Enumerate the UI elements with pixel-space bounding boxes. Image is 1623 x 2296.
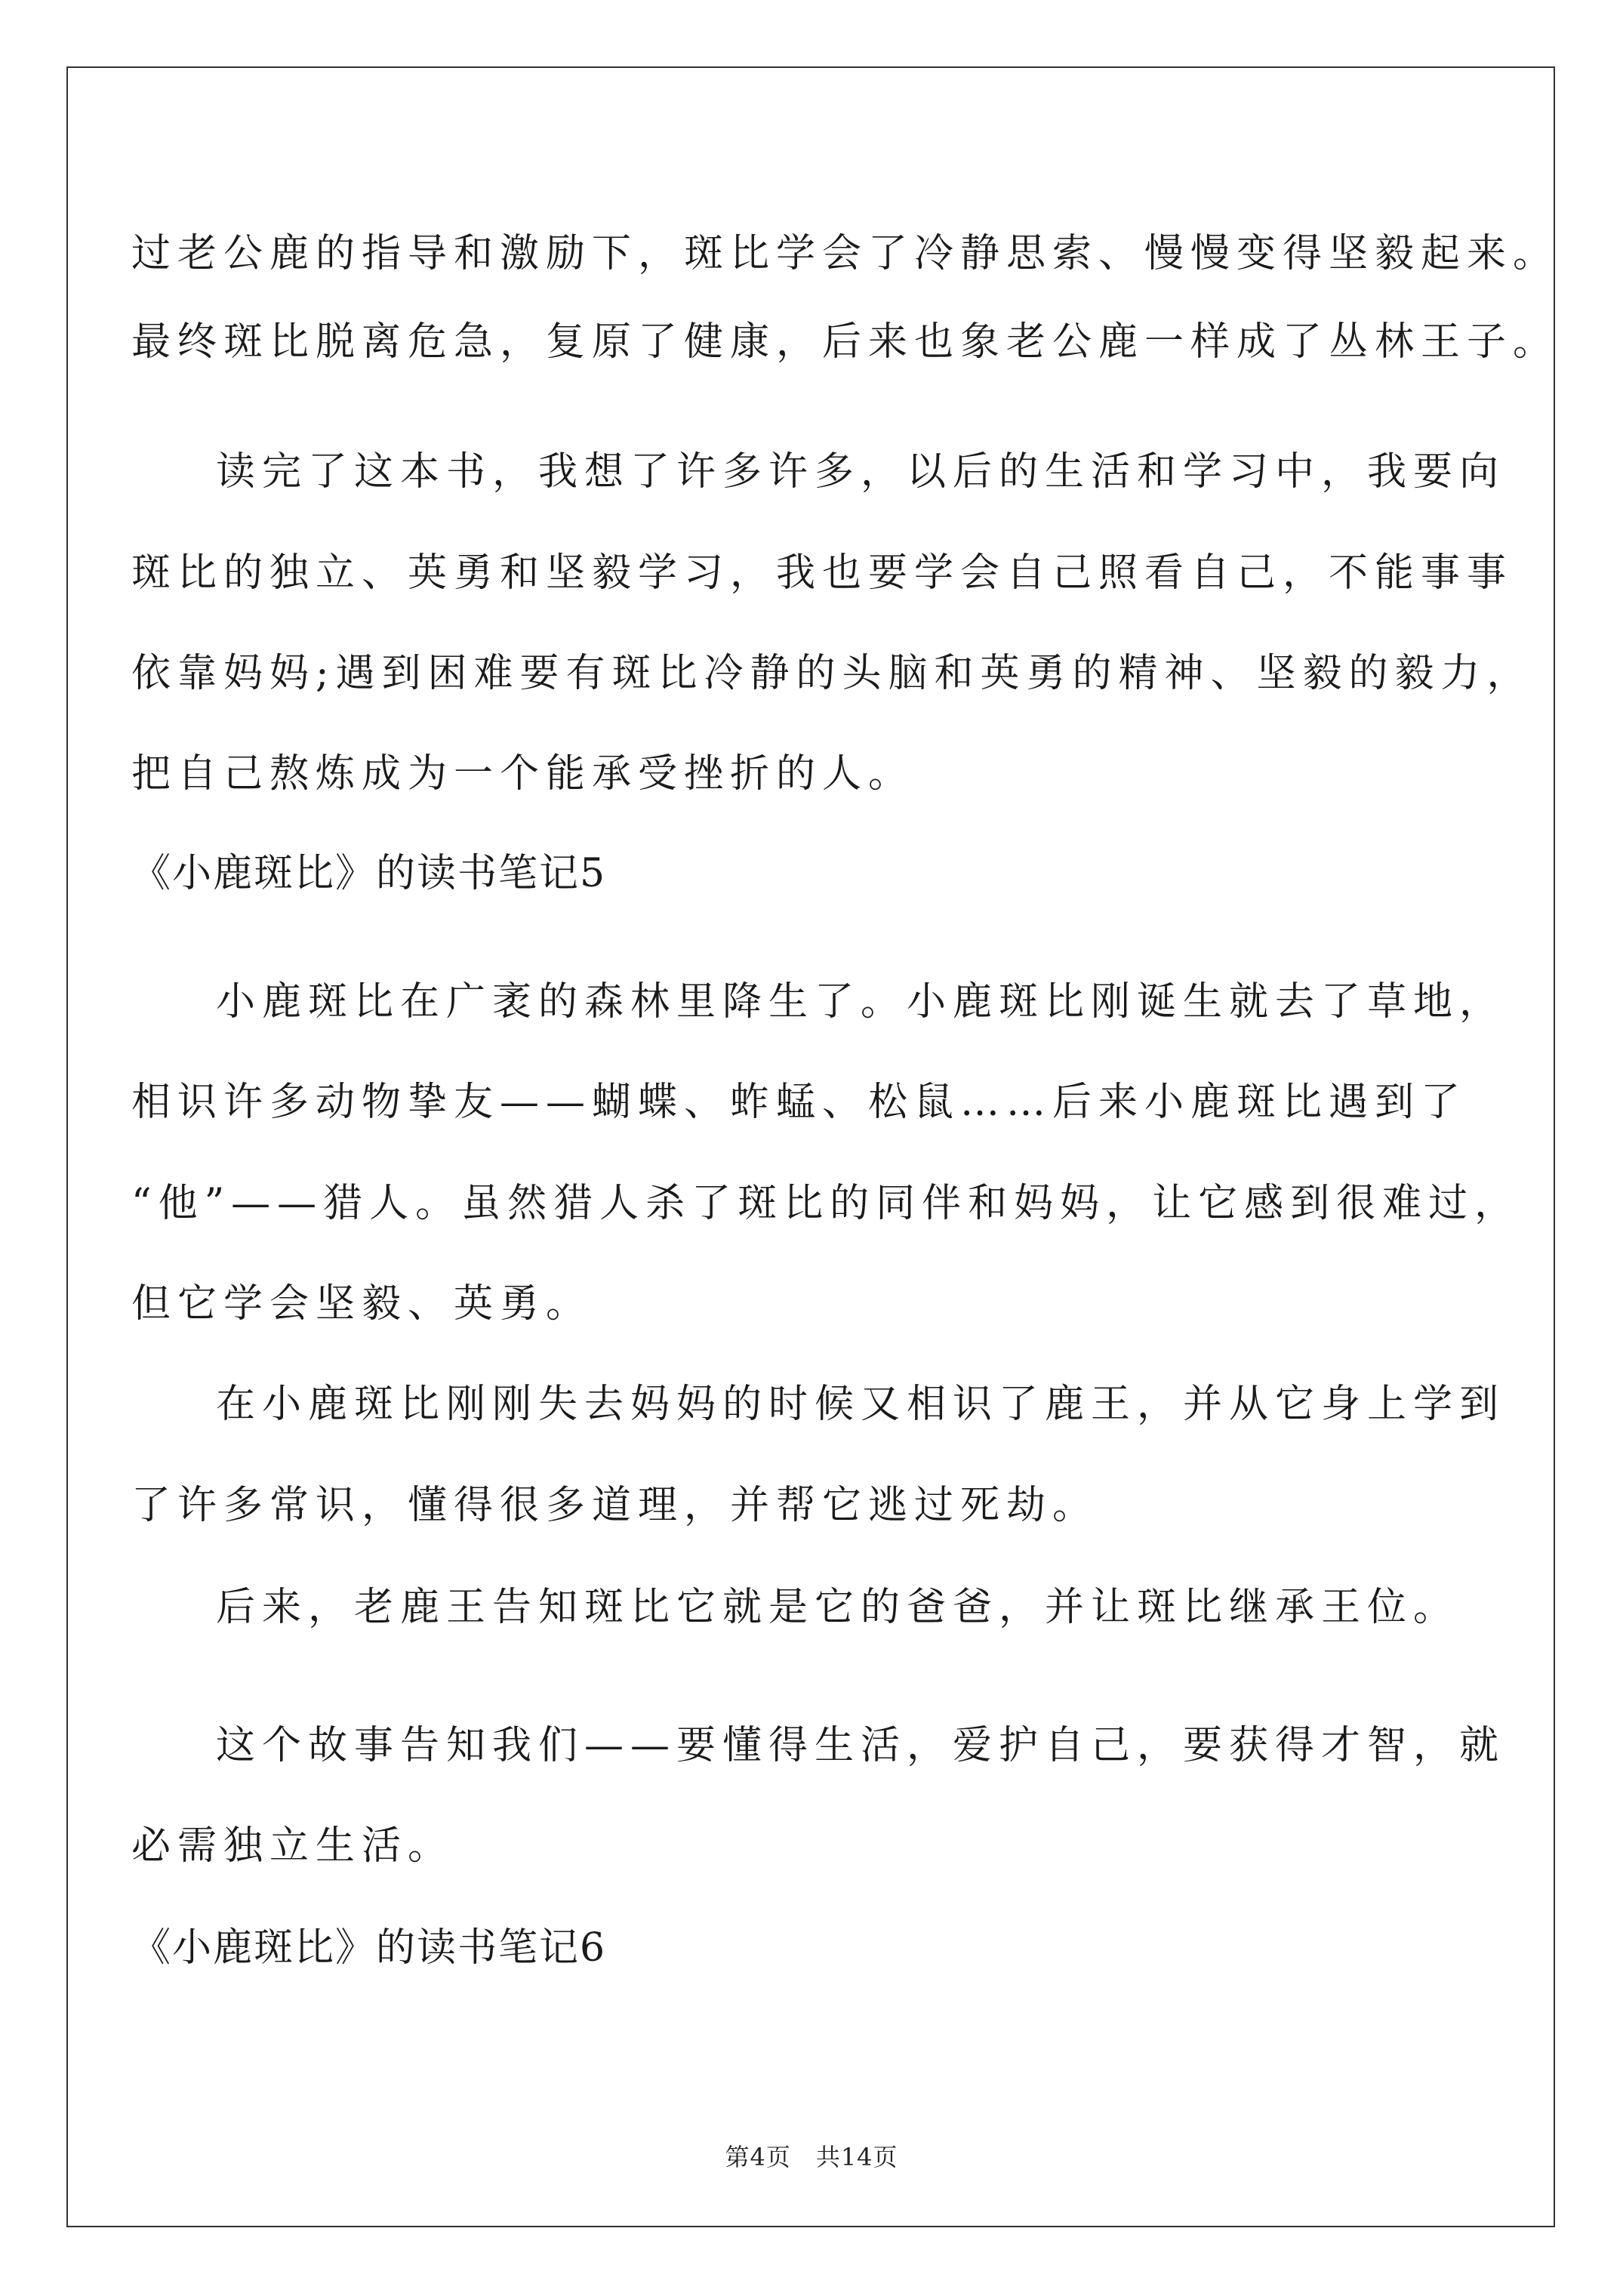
paragraph-line: 最终斑比脱离危急，复原了健康，后来也象老公鹿一样成了丛林王子。 xyxy=(131,319,1560,365)
paragraph-line: 了许多常识，懂得很多道理，并帮它逃过死劫。 xyxy=(131,1483,1099,1528)
paragraph-line: 后来，老鹿王告知斑比它就是它的爸爸，并让斑比继承王位。 xyxy=(216,1585,1460,1630)
paragraph-line: 依靠妈妈;遇到困难要有斑比冷静的头脑和英勇的精神、坚毅的毅力， xyxy=(131,651,1533,696)
paragraph-line: 斑比的独立、英勇和坚毅学习，我也要学会自己照看自己，不能事事 xyxy=(131,550,1514,596)
paragraph-line: 过老公鹿的指导和激励下，斑比学会了冷静思索、慢慢变得坚毅起来。 xyxy=(131,231,1560,276)
paragraph-line: 在小鹿斑比刚刚失去妈妈的时候又相识了鹿王，并从它身上学到 xyxy=(216,1382,1506,1427)
paragraph-line: 把自己熬炼成为一个能承受挫折的人。 xyxy=(131,751,915,797)
section-heading: 《小鹿斑比》的读书笔记5 xyxy=(131,851,607,896)
paragraph-line: 相识许多动物挚友——蝴蝶、蚱蜢、松鼠……后来小鹿斑比遇到了 xyxy=(131,1080,1467,1125)
section-heading: 《小鹿斑比》的读书笔记6 xyxy=(131,1925,607,1971)
paragraph-line: 读完了这本书，我想了许多许多，以后的生活和学习中，我要向 xyxy=(216,449,1506,495)
paragraph-line: 必需独立生活。 xyxy=(131,1823,454,1869)
page-number-footer: 第4页 共14页 xyxy=(725,2143,898,2171)
paragraph-line: 小鹿斑比在广袤的森林里降生了。小鹿斑比刚诞生就去了草地， xyxy=(216,979,1506,1025)
paragraph-line: 但它学会坚毅、英勇。 xyxy=(131,1281,593,1327)
paragraph-line: “他”——猎人。虽然猎人杀了斑比的同伴和妈妈，让它感到很难过， xyxy=(131,1181,1521,1226)
paragraph-line: 这个故事告知我们——要懂得生活，爱护自己，要获得才智，就 xyxy=(216,1723,1506,1768)
